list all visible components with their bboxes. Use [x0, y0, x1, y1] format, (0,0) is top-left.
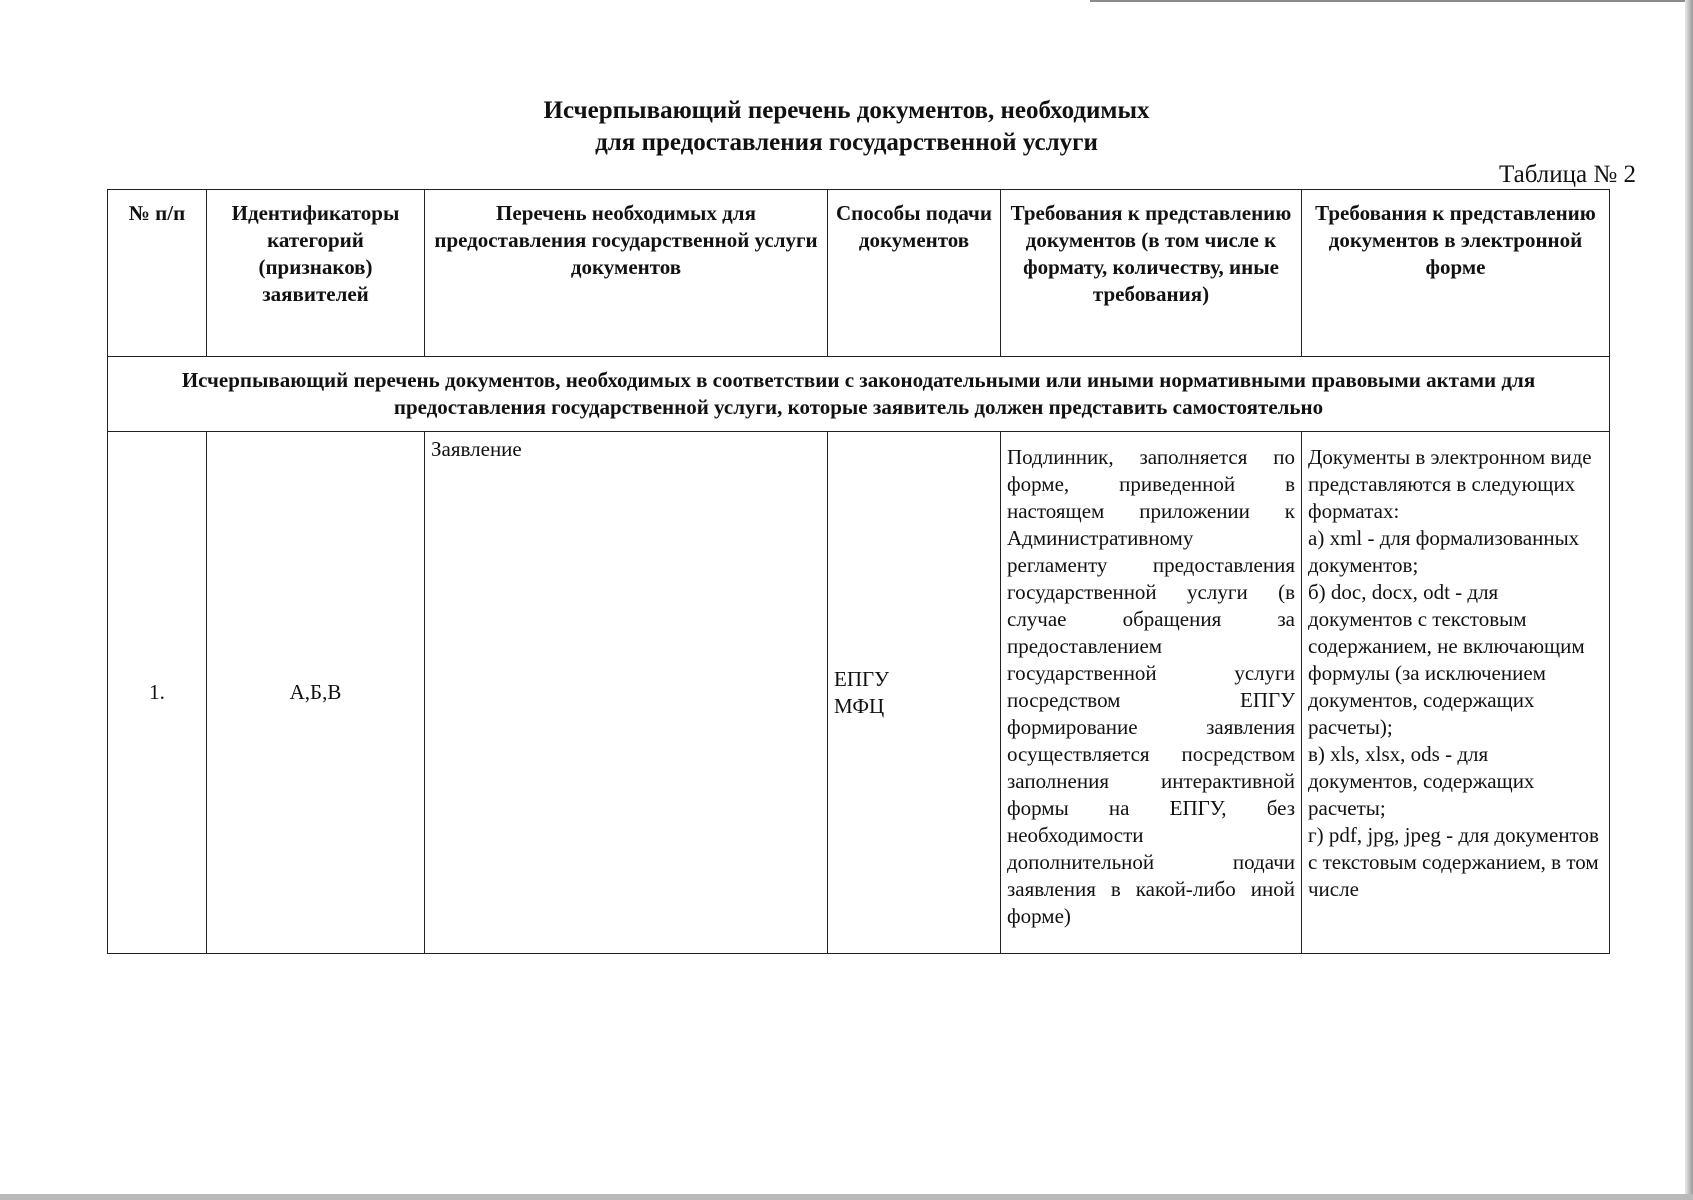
- electronic-req-item: г) pdf, jpg, jpeg - для документов с текстовым содержанием, в том числе: [1308, 823, 1599, 901]
- electronic-req-intro: Документы в электронном виде представляются в следующих форматах:: [1308, 445, 1592, 523]
- table-header-row: [108, 190, 1610, 357]
- electronic-req-item: в) xls, xlsx, ods - для документов, содержащих расчеты;: [1308, 742, 1535, 820]
- cell-document-name: Заявление: [425, 432, 828, 954]
- electronic-req-item: б) doc, docx, odt - для документов с текстовым содержанием, не включающим формулы (за исключением документов, содержащих расчеты);: [1308, 580, 1585, 739]
- table-row: [108, 432, 1610, 954]
- title-line-2: для предоставления государственной услуги: [595, 129, 1098, 156]
- cell-submission-methods: [828, 432, 1001, 954]
- scan-edge-top: [1090, 0, 1693, 2]
- table-number-label: Таблица № 2: [1498, 161, 1636, 188]
- method-mfc: МФЦ: [834, 693, 885, 718]
- scan-edge-right: [1685, 0, 1693, 1200]
- cell-electronic-requirements: [1302, 432, 1610, 954]
- cell-categories: А,Б,В: [207, 432, 425, 954]
- method-epgu: ЕПГУ: [834, 666, 890, 691]
- electronic-req-item: а) xml - для формализованных документов;: [1308, 526, 1580, 577]
- cell-requirements: Подлинник, заполняется по форме, приведенной в настоящем приложении к Административному регламенту предоставления государственной услуги (в случае обращения за предоставлением государственной услуги посредством ЕПГУ формирование заявления осуществляется посредством заполнения интерактивной формы на ЕПГУ, без необходимости дополнительной подачи заявления в какой-либо иной форме): [1001, 432, 1302, 954]
- scan-edge-bottom: [0, 1194, 1693, 1200]
- documents-table: [107, 189, 1610, 954]
- header-submission-methods: Способы подачи документов: [828, 190, 1001, 357]
- header-requirements: Требования к представлению документов (в том числе к формату, количеству, иные требования): [1001, 190, 1302, 357]
- header-categories: Идентификаторы категорий (признаков) заявителей: [207, 190, 425, 357]
- header-number: № п/п: [108, 190, 207, 357]
- section-heading: Исчерпывающий перечень документов, необходимых в соответствии с законодательными или иными нормативными правовыми актами для предоставления государственной услуги, которые заявитель должен представить самостоятельно: [108, 357, 1610, 432]
- section-heading-row: [108, 357, 1610, 432]
- header-electronic-requirements: Требования к представлению документов в электронной форме: [1302, 190, 1610, 357]
- page-title: [0, 95, 1693, 159]
- title-line-1: Исчерпывающий перечень документов, необходимых: [543, 97, 1150, 124]
- header-documents: Перечень необходимых для предоставления государственной услуги документов: [425, 190, 828, 357]
- cell-number: 1.: [108, 432, 207, 954]
